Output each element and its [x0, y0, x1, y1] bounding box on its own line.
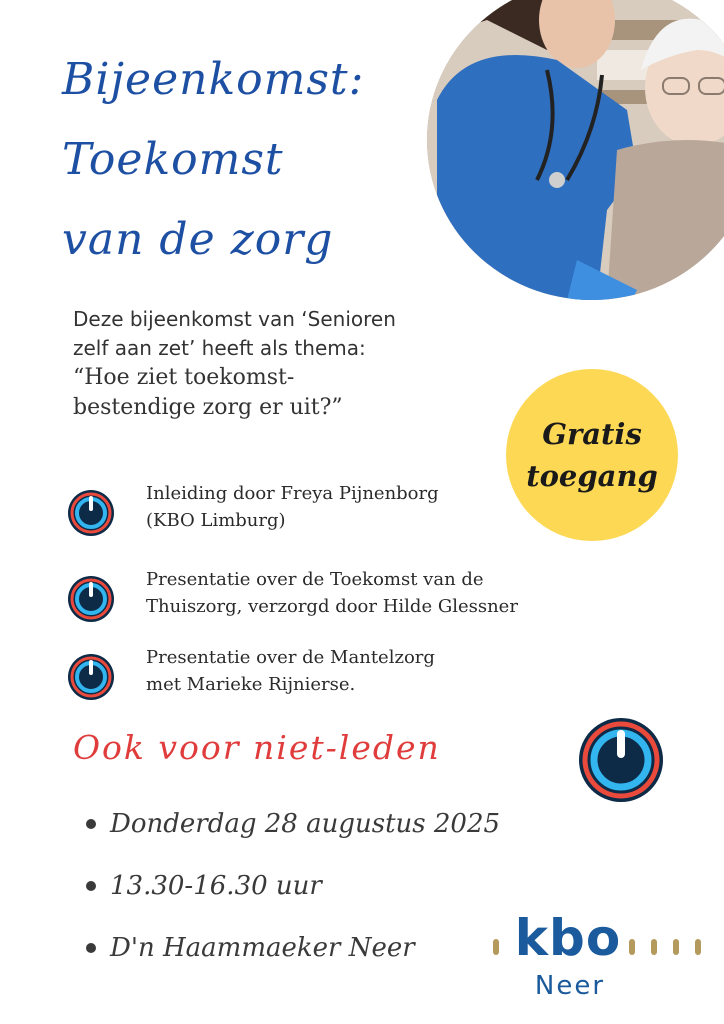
- event-time-text: 13.30-16.30 uur: [110, 871, 322, 901]
- power-button-icon: [577, 716, 665, 804]
- intro-line-1: Deze bijeenkomst van ‘Senioren: [73, 307, 396, 331]
- event-date: [86, 800, 500, 862]
- title-line-2: Toekomst: [62, 134, 284, 185]
- intro-quote-line-1: “Hoe ziet toekomst-: [73, 365, 295, 390]
- power-button-icon: [66, 574, 116, 624]
- logo-dot-icon: [673, 939, 679, 955]
- intro-quote-line-2: bestendige zorg er uit?”: [73, 395, 343, 420]
- photo-illustration: [427, 0, 724, 300]
- kbo-neer-logo: [489, 909, 709, 1010]
- logo-dot-icon: [651, 939, 657, 955]
- event-location-text: D'n Haammaeker Neer: [110, 933, 415, 963]
- program-item-line-2: Thuiszorg, verzorgd door Hilde Glessner: [146, 596, 518, 617]
- title-line-3: van de zorg: [62, 214, 334, 265]
- program-item-line-1: Inleiding door Freya Pijnenborg: [146, 483, 439, 504]
- program-item-line-1: Presentatie over de Mantelzorg: [146, 647, 435, 668]
- event-details: [86, 800, 500, 986]
- program-item-text: [146, 644, 626, 698]
- logo-dot-icon: [629, 939, 635, 955]
- intro-text: [73, 305, 473, 423]
- bullet-icon: [86, 943, 96, 953]
- badge-line-1: Gratis: [542, 417, 642, 451]
- logo-word: kbo: [514, 909, 622, 967]
- logo-dot-icon: [493, 939, 499, 955]
- power-button-icon: [66, 652, 116, 702]
- event-time: [86, 862, 500, 924]
- program-item-line-2: met Marieke Rijnierse.: [146, 674, 356, 695]
- program-item-text: [146, 566, 626, 620]
- program-item-line-2: (KBO Limburg): [146, 510, 286, 531]
- logo-dot-icon: [695, 939, 701, 955]
- title-line-1: Bijeenkomst:: [62, 54, 365, 105]
- program-item-text: [146, 480, 626, 534]
- audience-note: Ook voor niet-leden: [73, 728, 441, 767]
- bullet-icon: [86, 881, 96, 891]
- intro-line-2: zelf aan zet’ heeft als thema:: [73, 336, 366, 360]
- program-item-line-1: Presentatie over de Toekomst van de: [146, 569, 484, 590]
- event-title: [62, 40, 364, 280]
- power-button-icon: [66, 488, 116, 538]
- logo-place: Neer: [534, 971, 606, 1001]
- badge-line-2: toegang: [526, 459, 658, 493]
- caregiver-photo: [427, 0, 724, 300]
- bullet-icon: [86, 819, 96, 829]
- event-date-text: Donderdag 28 augustus 2025: [110, 809, 501, 839]
- event-location: [86, 924, 500, 986]
